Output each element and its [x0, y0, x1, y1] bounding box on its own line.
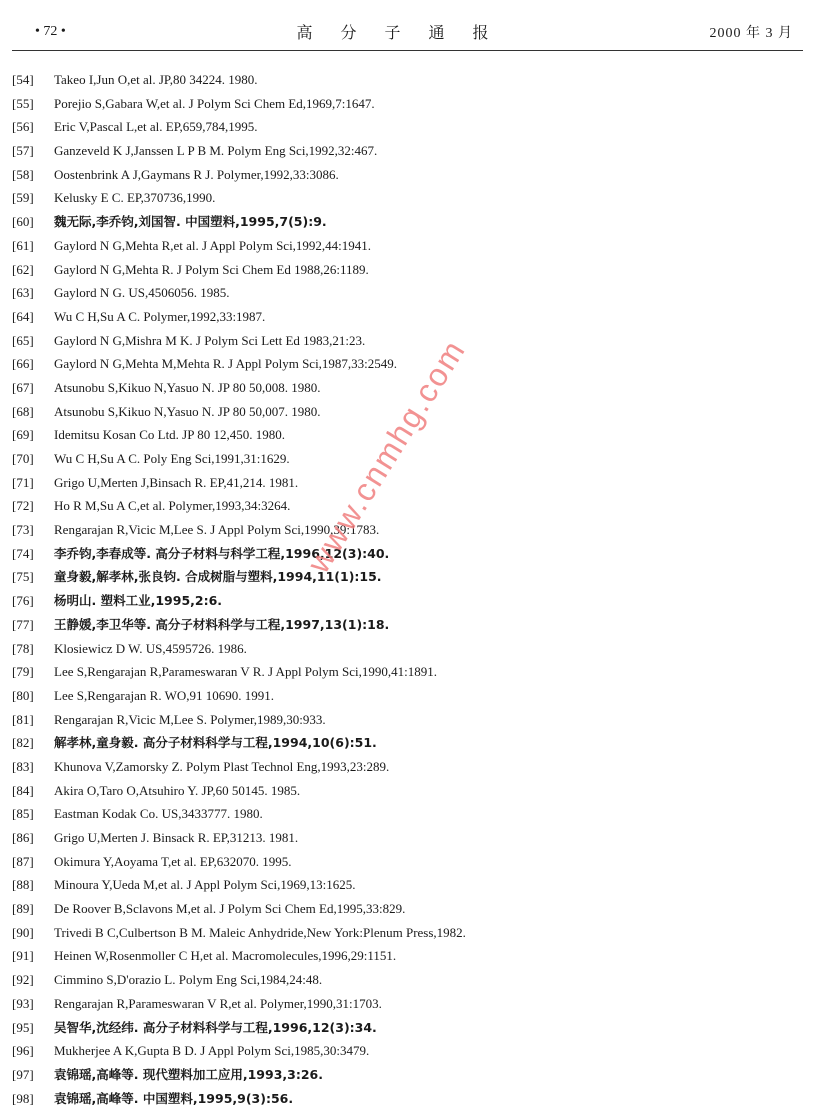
reference-number: [55]: [12, 95, 34, 111]
reference-item: [12, 637, 802, 661]
reference-text: Minoura Y,Ueda M,et al. J Appl Polym Sci,1969,13:1625.: [54, 877, 356, 893]
reference-number: [96]: [12, 1043, 34, 1059]
reference-number: [87]: [12, 853, 34, 869]
reference-text: Idemitsu Kosan Co Ltd. JP 80 12,450. 1980.: [54, 427, 285, 443]
reference-text: Wu C H,Su A C. Poly Eng Sci,1991,31:1629.: [54, 451, 290, 466]
reference-item: [12, 921, 802, 945]
reference-number: [67]: [12, 379, 34, 395]
reference-item: [12, 779, 802, 803]
reference-number: [78]: [12, 640, 34, 656]
reference-text: Gaylord N G,Mehta M,Mehta R. J Appl Polym Sci,1987,33:2549.: [54, 356, 398, 372]
reference-text: Cimmino S,D'orazio L. Polym Eng Sci,1984,24:48.: [54, 972, 323, 988]
reference-text: Rengarajan R,Parameswaran V R,et al. Polymer,1990,31:1703.: [54, 995, 382, 1011]
reference-text: Lee S,Rengarajan R. WO,91 10690. 1991.: [54, 687, 274, 703]
reference-text: Takeo I,Jun O,et al. JP,80 34224. 1980.: [54, 72, 258, 87]
reference-number: [83]: [12, 758, 34, 774]
reference-item: [12, 1039, 802, 1063]
reference-item: [12, 163, 802, 187]
reference-number: [60]: [12, 214, 34, 230]
reference-number: [81]: [12, 711, 34, 727]
reference-text: Oostenbrink A J,Gaymans R J. Polymer,1992,33:3086.: [54, 166, 339, 182]
reference-number: [56]: [12, 119, 34, 135]
watermark: www.cnmhg.com: [300, 332, 473, 580]
reference-text: 魏无际,李乔钧,刘国智. 中国塑料,1995,7(5):9.: [54, 214, 327, 230]
reference-number: [74]: [12, 545, 34, 561]
reference-item: [12, 708, 802, 732]
reference-item: [12, 542, 802, 566]
reference-text: Grigo U,Merten J. Binsack R. EP,31213. 1981.: [54, 830, 299, 845]
reference-item: [12, 305, 802, 329]
reference-item: [12, 826, 802, 850]
reference-item: [12, 897, 802, 921]
reference-item: [12, 731, 802, 755]
reference-item: [12, 755, 802, 779]
reference-text: Gaylord N G,Mehta R,et al. J Appl Polym Sci,1992,44:1941.: [54, 237, 372, 253]
reference-item: [12, 494, 802, 518]
reference-item: [12, 329, 802, 353]
reference-number: [59]: [12, 190, 34, 206]
reference-text: 解孝林,童身毅. 高分子材料科学与工程,1994,10(6):51.: [54, 735, 377, 751]
reference-item: [12, 968, 802, 992]
reference-number: [71]: [12, 474, 34, 490]
reference-item: [12, 210, 802, 234]
reference-item: [12, 115, 802, 139]
reference-item: [12, 613, 802, 637]
reference-text: Akira O,Taro O,Atsuhiro Y. JP,60 50145. 1985.: [54, 782, 301, 798]
reference-item: [12, 234, 802, 258]
reference-number: [80]: [12, 687, 34, 703]
reference-number: [88]: [12, 877, 34, 893]
reference-number: [97]: [12, 1066, 34, 1082]
reference-number: [57]: [12, 143, 34, 159]
reference-number: [73]: [12, 522, 34, 538]
reference-item: [12, 92, 802, 116]
reference-item: [12, 352, 802, 376]
reference-item: [12, 565, 802, 589]
reference-number: [76]: [12, 593, 34, 609]
reference-text: Gaylord N G,Mishra M K. J Polym Sci Lett Ed 1983,21:23.: [54, 332, 366, 348]
reference-text: Trivedi B C,Culbertson B M. Maleic Anhydride,New York:Plenum Press,1982.: [54, 924, 466, 940]
reference-text: Porejio S,Gabara W,et al. J Polym Sci Chem Ed,1969,7:1647.: [54, 95, 375, 111]
reference-text: Heinen W,Rosenmoller C H,et al. Macromolecules,1996,29:1151.: [54, 948, 397, 964]
reference-text: Eastman Kodak Co. US,3433777. 1980.: [54, 806, 263, 822]
reference-item: [12, 1087, 802, 1111]
reference-text: Rengarajan R,Vicic M,Lee S. Polymer,1989,30:933.: [54, 711, 326, 727]
journal-title: 高分子通报: [296, 23, 517, 42]
reference-text: Khunova V,Zamorsky Z. Polym Plast Technol Eng,1993,23:289.: [54, 758, 390, 774]
reference-number: [95]: [12, 1019, 34, 1035]
header-rule: [12, 50, 803, 51]
reference-text: Gaylord N G. US,4506056. 1985.: [54, 285, 230, 301]
reference-number: [61]: [12, 237, 34, 253]
reference-text: Lee S,Rengarajan R,Parameswaran V R. J Appl Polym Sci,1990,41:1891.: [54, 664, 437, 680]
reference-text: 王静媛,李卫华等. 高分子材料科学与工程,1997,13(1):18.: [54, 616, 390, 632]
reference-number: [75]: [12, 569, 34, 585]
reference-number: [92]: [12, 972, 34, 988]
reference-text: Mukherjee A K,Gupta B D. J Appl Polym Sci,1985,30:3479.: [54, 1043, 370, 1059]
reference-text: 李乔钧,李春成等. 高分子材料与科学工程,1996,12(3):40.: [54, 545, 390, 561]
reference-number: [90]: [12, 924, 34, 940]
reference-item: [12, 139, 802, 163]
reference-item: [12, 471, 802, 495]
reference-number: [54]: [12, 72, 34, 87]
reference-number: [64]: [12, 308, 34, 324]
reference-number: [93]: [12, 995, 34, 1011]
reference-item: [12, 944, 802, 968]
reference-number: [69]: [12, 427, 34, 443]
reference-number: [85]: [12, 806, 34, 822]
reference-number: [72]: [12, 498, 34, 514]
reference-number: [77]: [12, 616, 34, 632]
reference-text: Wu C H,Su A C. Polymer,1992,33:1987.: [54, 308, 266, 324]
reference-text: 袁锦瑶,高峰等. 现代塑料加工应用,1993,3:26.: [54, 1066, 323, 1082]
reference-item: [12, 518, 802, 542]
reference-item: [12, 660, 802, 684]
reference-number: [68]: [12, 403, 34, 419]
reference-number: [84]: [12, 782, 34, 798]
reference-text: Atsunobu S,Kikuo N,Yasuo N. JP 80 50,008. 1980.: [54, 379, 321, 395]
reference-number: [58]: [12, 166, 34, 182]
reference-item: [12, 258, 802, 282]
reference-text: 杨明山. 塑料工业,1995,2:6.: [54, 593, 223, 609]
reference-text: Atsunobu S,Kikuo N,Yasuo N. JP 80 50,007. 1980.: [54, 403, 321, 419]
reference-text: Ganzeveld K J,Janssen L P B M. Polym Eng Sci,1992,32:467.: [54, 143, 378, 159]
reference-number: [86]: [12, 830, 34, 845]
reference-number: [91]: [12, 948, 34, 964]
reference-item: [12, 684, 802, 708]
page-number: • 72 •: [35, 24, 66, 39]
reference-item: [12, 589, 802, 613]
reference-item: [12, 850, 802, 874]
reference-number: [66]: [12, 356, 34, 372]
reference-text: Okimura Y,Aoyama T,et al. EP,632070. 1995.: [54, 853, 292, 869]
reference-number: [63]: [12, 285, 34, 301]
reference-item: [12, 992, 802, 1016]
reference-number: [89]: [12, 901, 34, 917]
reference-number: [98]: [12, 1090, 34, 1106]
reference-text: Rengarajan R,Vicic M,Lee S. J Appl Polym Sci,1990,39:1783.: [54, 522, 380, 538]
reference-item: [12, 68, 802, 92]
reference-item: [12, 802, 802, 826]
reference-list: [12, 68, 802, 1110]
page-header: [0, 0, 813, 52]
reference-item: [12, 1063, 802, 1087]
issue-date: 2000 年 3 月: [709, 26, 793, 41]
reference-item: [12, 281, 802, 305]
reference-number: [65]: [12, 332, 34, 348]
reference-number: [82]: [12, 735, 34, 751]
reference-item: [12, 873, 802, 897]
reference-number: [62]: [12, 261, 34, 277]
reference-text: Kelusky E C. EP,370736,1990.: [54, 190, 216, 206]
reference-text: 吴智华,沈经纬. 高分子材料科学与工程,1996,12(3):34.: [54, 1019, 377, 1035]
reference-number: [79]: [12, 664, 34, 680]
reference-text: Grigo U,Merten J,Binsach R. EP,41,214. 1981.: [54, 474, 299, 490]
reference-text: Ho R M,Su A C,et al. Polymer,1993,34:3264.: [54, 498, 291, 514]
reference-text: Gaylord N G,Mehta R. J Polym Sci Chem Ed 1988,26:1189.: [54, 261, 369, 277]
reference-item: [12, 186, 802, 210]
reference-item: [12, 1016, 802, 1040]
reference-text: Klosiewicz D W. US,4595726. 1986.: [54, 640, 247, 656]
reference-text: 童身毅,解孝林,张良钧. 合成树脂与塑料,1994,11(1):15.: [54, 569, 382, 585]
reference-text: 袁锦瑶,高峰等. 中国塑料,1995,9(3):56.: [54, 1090, 294, 1106]
reference-text: De Roover B,Sclavons M,et al. J Polym Sci Chem Ed,1995,33:829.: [54, 901, 406, 917]
reference-number: [70]: [12, 451, 34, 466]
reference-text: Eric V,Pascal L,et al. EP,659,784,1995.: [54, 119, 258, 135]
